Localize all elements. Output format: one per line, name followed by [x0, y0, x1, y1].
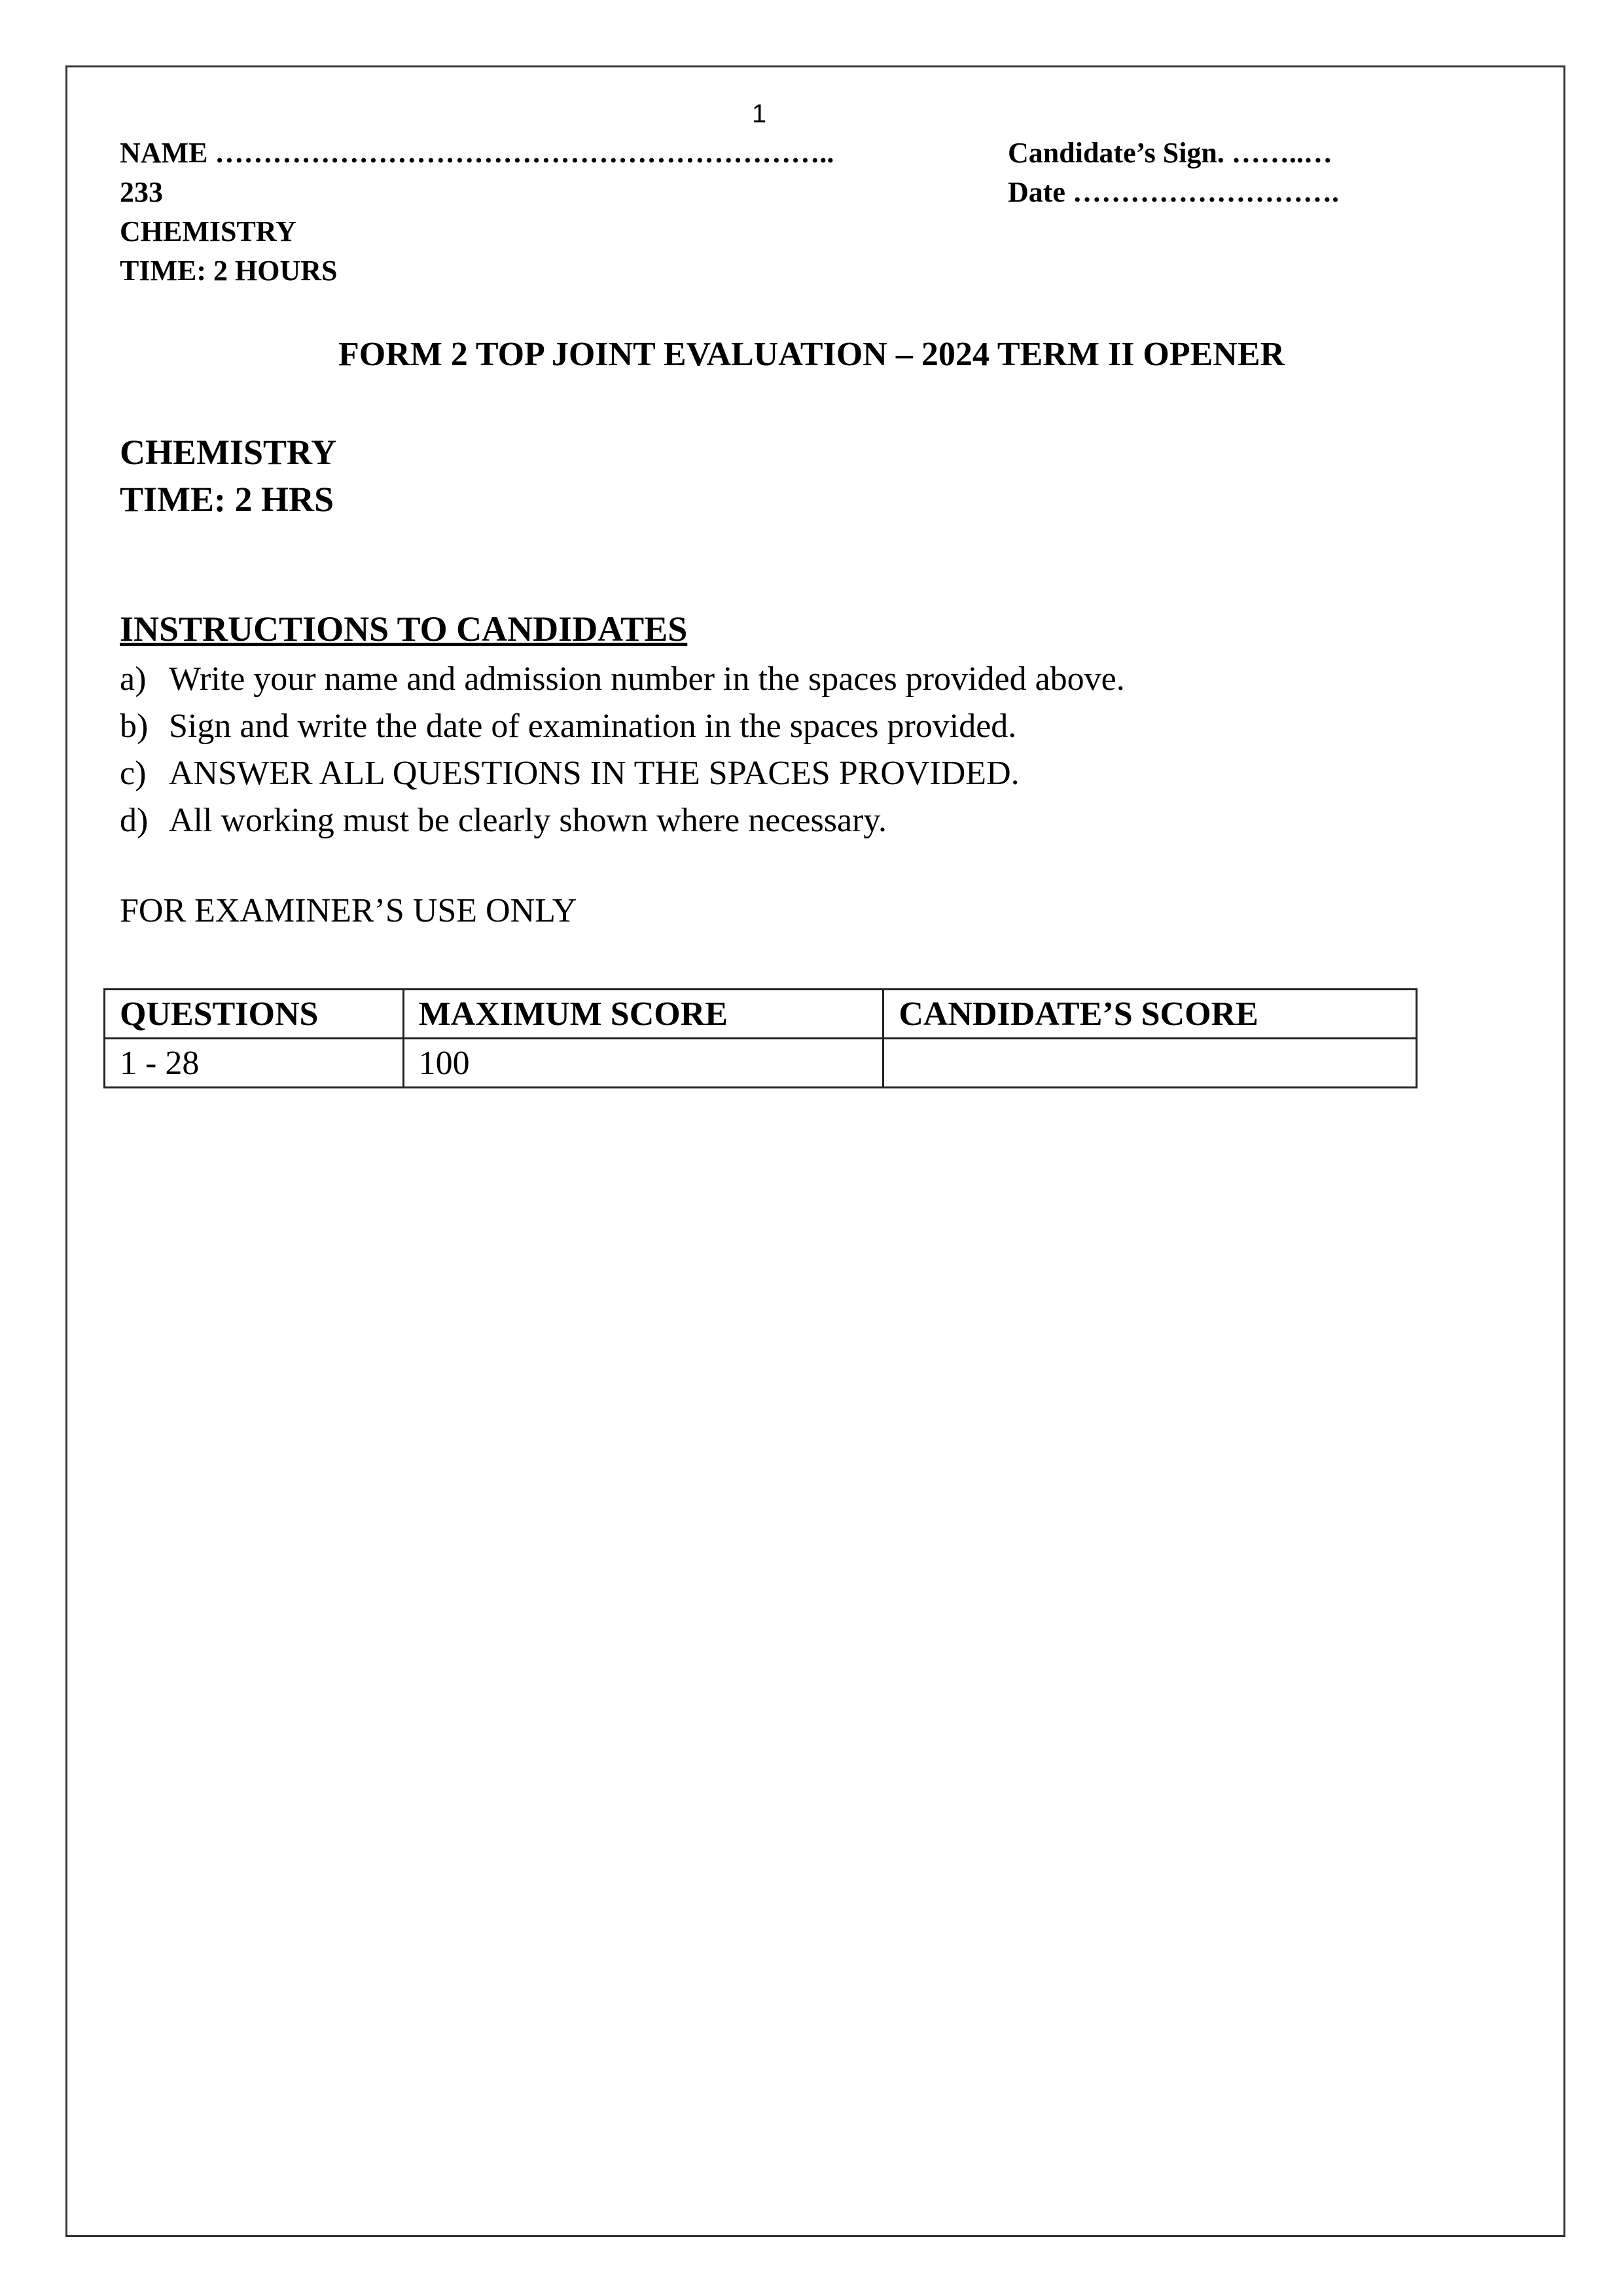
instruction-item: [120, 750, 1125, 797]
instruction-text: ANSWER ALL QUESTIONS IN THE SPACES PROVIDED.: [169, 755, 1020, 792]
instructions-heading: INSTRUCTIONS TO CANDIDATES: [120, 609, 688, 649]
header-right: [1008, 134, 1339, 212]
instruction-text: Sign and write the date of examination in the spaces provided.: [169, 708, 1017, 745]
subject-heading: CHEMISTRY: [120, 433, 337, 472]
instruction-item: [120, 656, 1125, 703]
page-border: [65, 65, 1565, 2237]
candidate-score-cell[interactable]: [883, 1039, 1417, 1088]
table-row: [105, 1039, 1417, 1088]
page-number: 1: [751, 99, 767, 128]
examiner-note: FOR EXAMINER’S USE ONLY: [120, 892, 577, 929]
instruction-letter: a): [120, 660, 147, 698]
questions-cell: 1 - 28: [105, 1039, 404, 1088]
table-header-row: [105, 990, 1417, 1039]
time-label: TIME: 2 HOURS: [120, 255, 338, 287]
subject-label: CHEMISTRY: [120, 215, 296, 247]
instruction-text: Write your name and admission number in the spaces provided above.: [169, 660, 1125, 698]
time-heading: TIME: 2 HRS: [120, 480, 334, 519]
score-table: [103, 988, 1418, 1088]
instruction-letter: d): [120, 802, 149, 839]
column-header-candidate-score: CANDIDATE’S SCORE: [883, 990, 1417, 1039]
instruction-item: [120, 797, 1125, 844]
paper-code: 233: [120, 176, 163, 208]
maximum-score-cell: 100: [403, 1039, 883, 1088]
instruction-letter: c): [120, 755, 147, 792]
instruction-text: All working must be clearly shown where necessary.: [169, 802, 887, 839]
instructions-list: [120, 656, 1125, 844]
instruction-letter: b): [120, 708, 149, 745]
exam-title: FORM 2 TOP JOINT EVALUATION – 2024 TERM II OPENER: [338, 336, 1285, 373]
column-header-questions: QUESTIONS: [105, 990, 404, 1039]
instruction-item: [120, 703, 1125, 750]
date-field[interactable]: Date ……………………….: [1008, 176, 1339, 208]
candidate-sign-field[interactable]: Candidate’s Sign. ……..…: [1008, 137, 1332, 169]
column-header-maximum-score: MAXIMUM SCORE: [403, 990, 883, 1039]
name-field[interactable]: NAME ………………………………………………………..: [120, 137, 834, 169]
header-left: [120, 134, 834, 291]
